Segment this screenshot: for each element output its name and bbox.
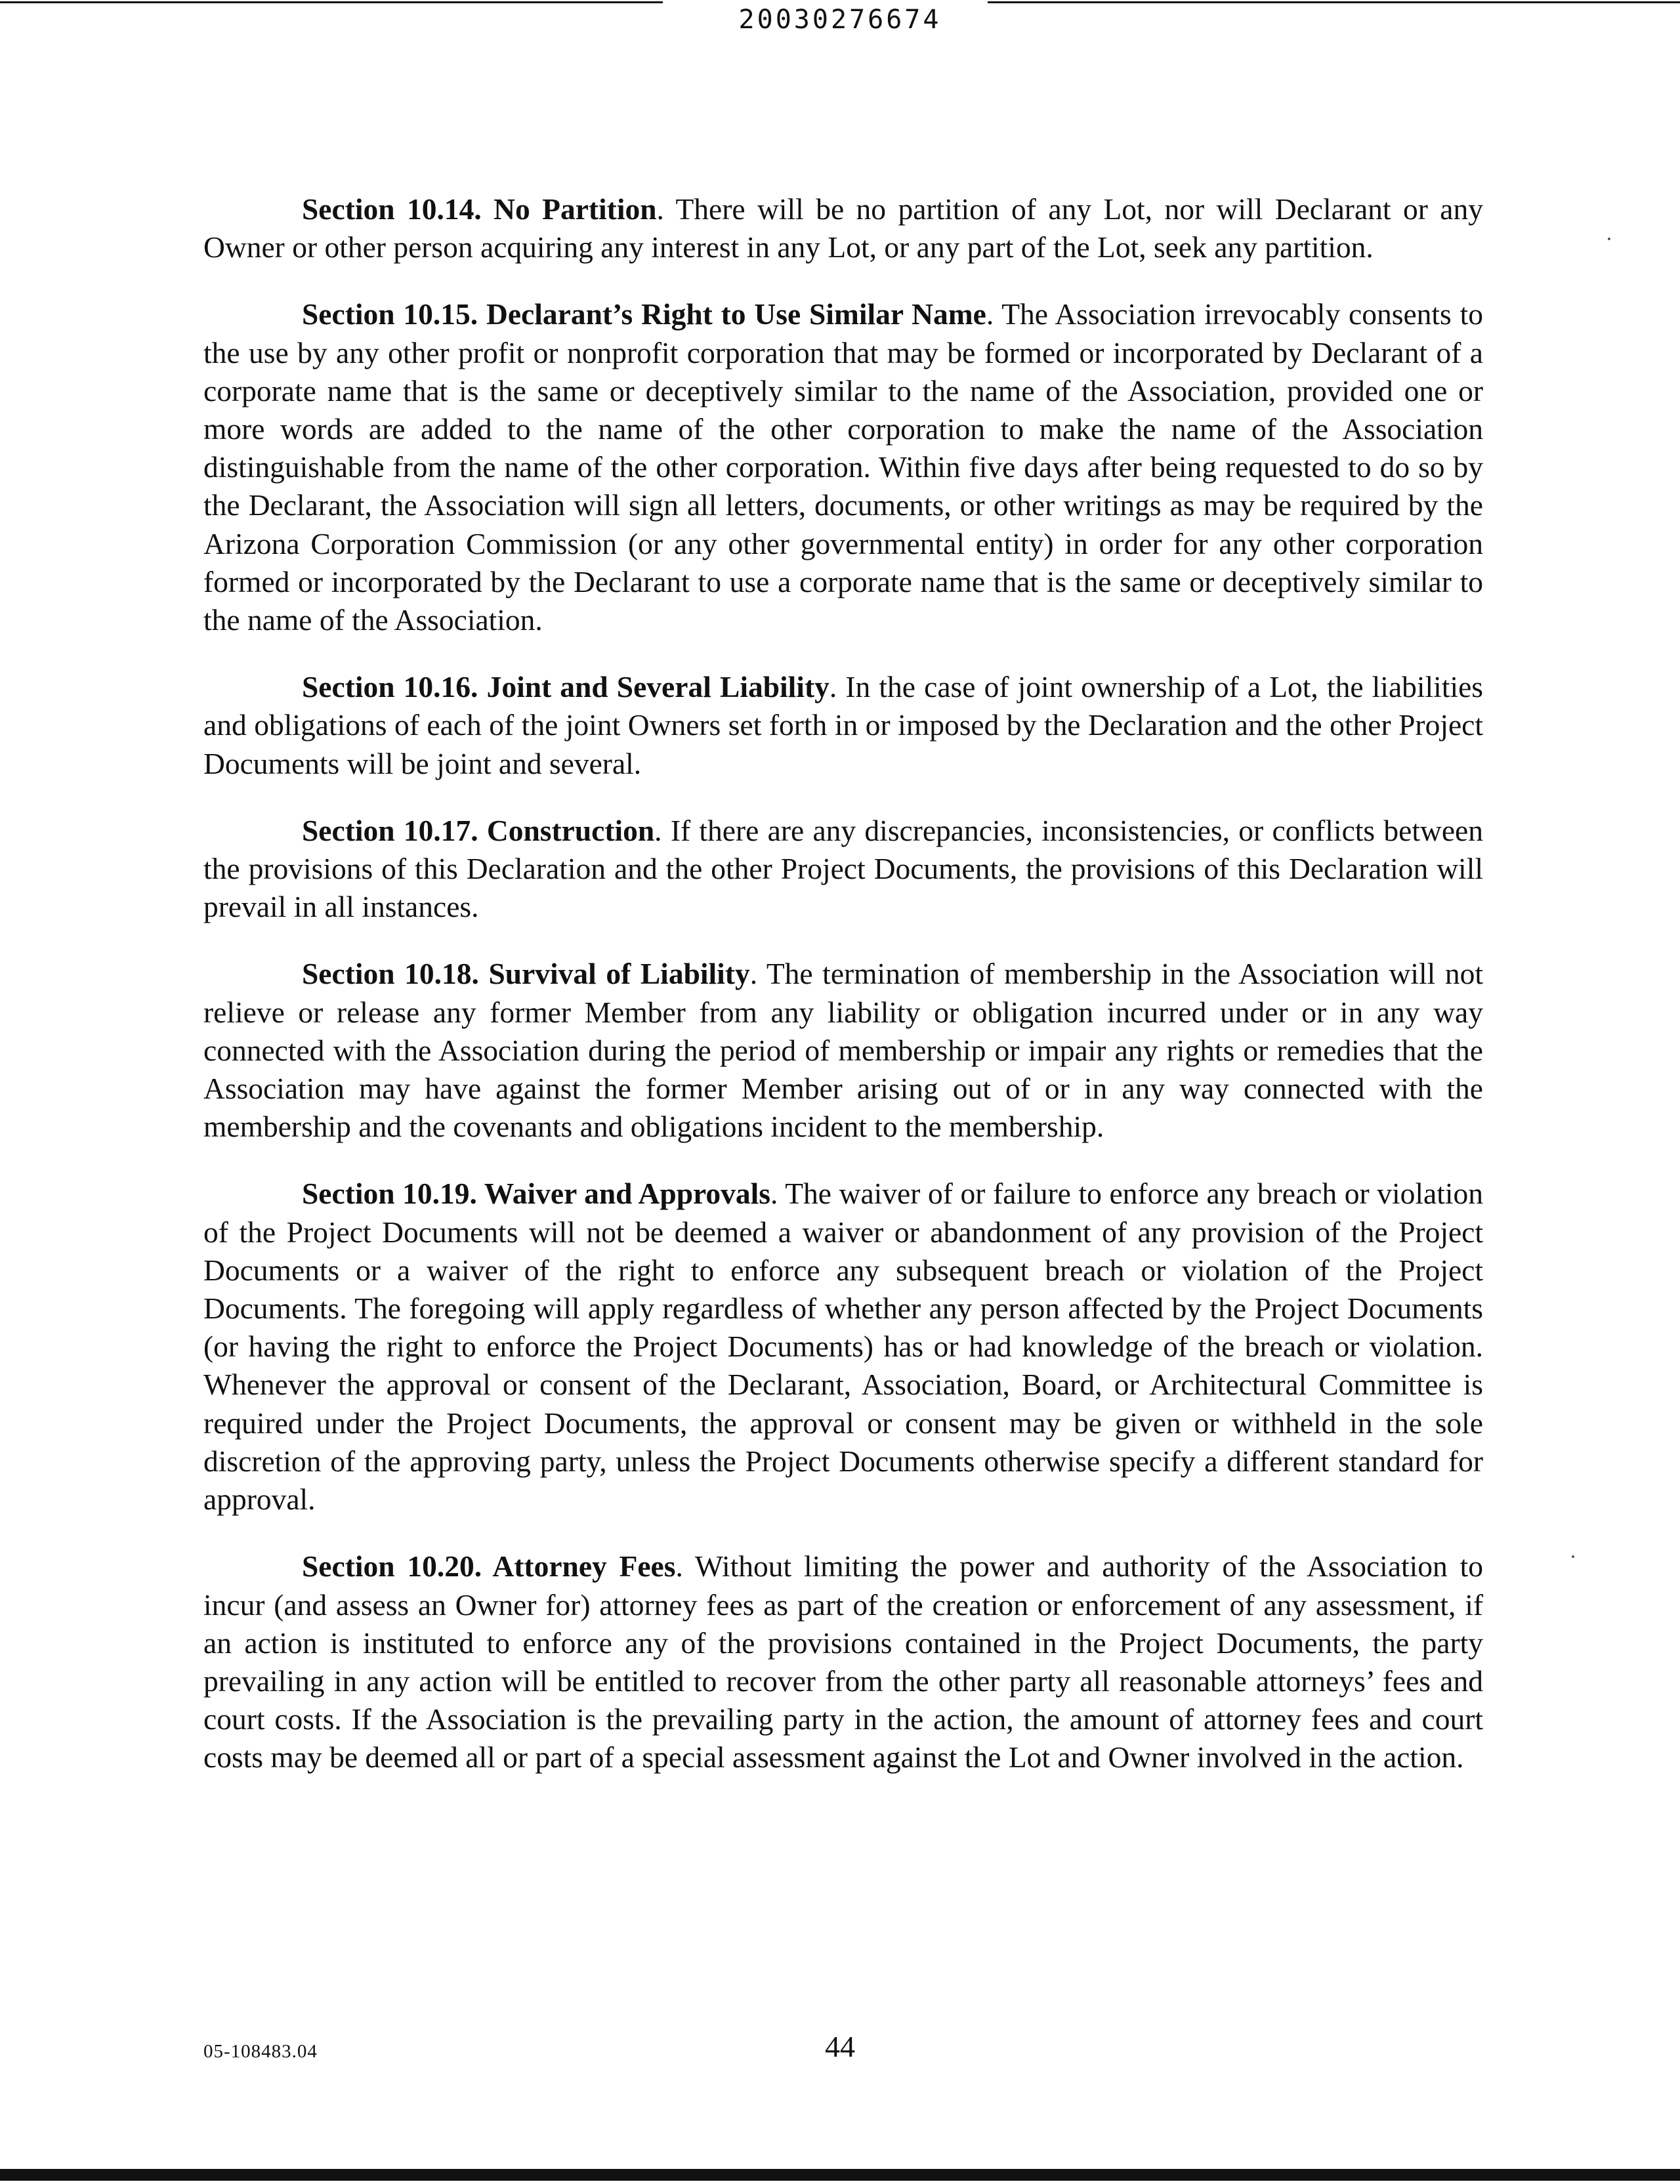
footer-document-code: 05-108483.04 xyxy=(203,2041,318,2062)
section-10-20: Section 10.20. Attorney Fees. Without limiting the power and authority of the Association to incur (and assess an Owner for) attorney fees as part of the creation or enforcement of any assessment, if an action is instituted to enforce any of the provisions contained in the Project Documents, the party prevailing in any action will be entitled to recover from the other party all reasonable attorneys’ fees and court costs. If the Association is the prevailing party in the action, the amount of attorney fees and court costs may be deemed all or part of a special assessment against the Lot and Owner involved in the action. xyxy=(203,1549,1484,1774)
section-body: The Association irrevocably consents to the use by any other profit or nonprofit corporation that may be formed or incorporated by Declarant of a corporate name that is the same or deceptively similar to the name of the Association, provided one or more words are added to the name of the other corporation to make the name of the Association distinguishable from the name of the other corporation. Within five days after being requested to do so by the Declarant, the Association will sign all letters, documents, or other writings as may be required by the Arizona Corporation Commission (or any other governmental entity) in order for any other corporation formed or incorporated by the Declarant to use a corporate name that is the same or deceptively similar to the name of the Association. xyxy=(203,297,1483,637)
section-10-14: Section 10.14. No Partition. There will be no partition of any Lot, nor will Declarant or any Owner or other person acquiring any interest in any Lot, or any part of the Lot, seek any partition. xyxy=(203,192,1483,264)
bottom-rule xyxy=(0,2169,1680,2181)
section-heading: Section 10.15. Declarant’s Right to Use Similar Name xyxy=(302,297,986,331)
scan-speck xyxy=(1572,1555,1574,1558)
document-number: 20030276674 xyxy=(738,5,942,35)
section-heading: Section 10.16. Joint and Several Liability xyxy=(302,670,830,704)
section-10-18: Section 10.18. Survival of Liability. The termination of membership in the Association will not relieve or release any former Member from any liability or obligation incurred under or in any way connected with the Association during the period of membership or impair any rights or remedies that the Association may have against the former Member arising out of or in any way connected with the membership and the covenants and obligations incident to the membership. xyxy=(203,957,1484,1144)
section-heading: Section 10.14. No Partition xyxy=(302,192,657,226)
section-heading: Section 10.18. Survival of Liability xyxy=(302,957,750,991)
scan-speck xyxy=(1608,238,1610,240)
section-heading: Section 10.20. Attorney Fees xyxy=(302,1549,676,1584)
section-body: In the case of joint ownership of a Lot, the liabilities and obligations of each of the joint Owners set forth in or imposed by the Declaration and the other Project Documents will be joint and several. xyxy=(203,670,1484,780)
section-heading: Section 10.17. Construction xyxy=(302,813,655,847)
section-10-19: Section 10.19. Waiver and Approvals. The waiver of or failure to enforce any breach or violation of the Project Documents will not be deemed a waiver or abandonment of any provision of the Project Documents or a waiver of the right to enforce any subsequent breach or violation of the Project Documents. The foregoing will apply regardless of whether any person affected by the Project Documents (or having the right to enforce the Project Documents) has or had knowledge of the breach or violation. Whenever the approval or consent of the Declarant, Association, Board, or Architectural Committee is required under the Project Documents, the approval or consent may be given or withheld in the sole discretion of the approving party, unless the Project Documents otherwise specify a different standard for approval. xyxy=(203,1177,1484,1517)
page-number: 44 xyxy=(825,2030,855,2063)
section-10-15: Section 10.15. Declarant’s Right to Use Similar Name. The Association irrevocably consents to the use by any other profit or nonprofit corporation that may be formed or incorporated by Declarant of a corporate name that is the same or deceptively similar to the name of the Association, provided one or more words are added to the name of the other corporation to make the name of the Association distinguishable from the name of the other corporation. Within five days after being requested to do so by the Declarant, the Association will sign all letters, documents, or other writings as may be required by the Arizona Corporation Commission (or any other governmental entity) in order for any other corporation formed or incorporated by the Declarant to use a corporate name that is the same or deceptively similar to the name of the Association. xyxy=(203,297,1483,637)
section-heading: Section 10.19. Waiver and Approvals xyxy=(302,1177,771,1211)
section-body: Without limiting the power and authority of the Association to incur (and assess an Owner for) attorney fees as part of the creation or enforcement of any assessment, if an action is instituted to enforce any of the provisions contained in the Project Documents, the party prevailing in any action will be entitled to recover from the other party all reasonable attorneys’ fees and court costs. If the Association is the prevailing party in the action, the amount of attorney fees and court costs may be deemed all or part of a special assessment against the Lot and Owner involved in the action. xyxy=(203,1549,1484,1774)
section-10-17: Section 10.17. Construction. If there are any discrepancies, inconsistencies, or conflicts between the provisions of this Declaration and the other Project Documents, the provisions of this Declaration will prevail in all instances. xyxy=(203,813,1483,924)
section-body: There will be no partition of any Lot, nor will Declarant or any Owner or other person acquiring any interest in any Lot, or any part of the Lot, seek any partition. xyxy=(203,192,1483,264)
section-10-16: Section 10.16. Joint and Several Liability. In the case of joint ownership of a Lot, the liabilities and obligations of each of the joint Owners set forth in or imposed by the Declaration and the other Project Documents will be joint and several. xyxy=(203,670,1484,780)
section-body: If there are any discrepancies, inconsistencies, or conflicts between the provisions of this Declaration and the other Project Documents, the provisions of this Declaration will prevail in all instances. xyxy=(203,813,1483,924)
section-body: The termination of membership in the Association will not relieve or release any former Member from any liability or obligation incurred under or in any way connected with the Association during the period of membership or impair any rights or remedies that the Association may have against the former Member arising out of or in any way connected with the membership and the covenants and obligations incident to the membership. xyxy=(203,957,1484,1144)
page-body xyxy=(203,190,1483,1806)
section-body: The waiver of or failure to enforce any breach or violation of the Project Documents will not be deemed a waiver or abandonment of any provision of the Project Documents or a waiver of the right to enforce any subsequent breach or violation of the Project Documents. The foregoing will apply regardless of whether any person affected by the Project Documents (or having the right to enforce the Project Documents) has or had knowledge of the breach or violation. Whenever the approval or consent of the Declarant, Association, Board, or Architectural Committee is required under the Project Documents, the approval or consent may be given or withheld in the sole discretion of the approving party, unless the Project Documents otherwise specify a different standard for approval. xyxy=(203,1177,1484,1517)
